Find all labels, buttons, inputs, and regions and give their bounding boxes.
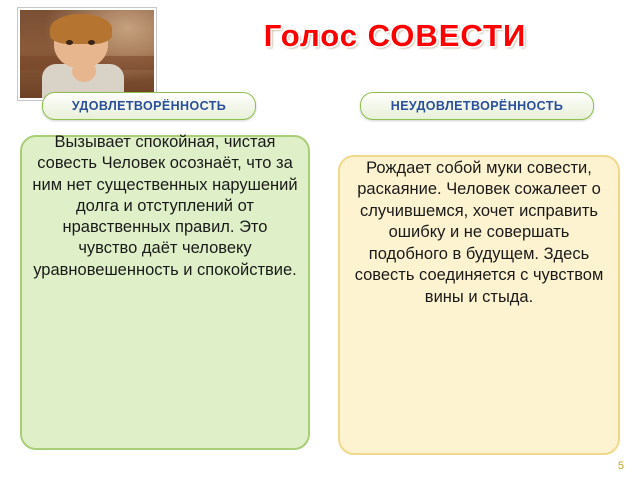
child-eye-left — [66, 40, 73, 45]
column-header-satisfaction — [42, 92, 256, 120]
child-photo — [18, 8, 156, 100]
column-header-dissatisfaction-label: НЕУДОВЛЕТВОРЁННОСТЬ — [390, 99, 564, 113]
content-text-dissatisfaction: Рождает собой муки совести, раскаяние. Человек сожалеет о случившемся, хочет исправить ошибку и не совершать подобного в будущем. Здесь совесть соединяется с чувством вины и стыда. — [354, 159, 604, 306]
column-header-satisfaction-label: УДОВЛЕТВОРЁННОСТЬ — [71, 99, 227, 113]
child-hand — [72, 60, 96, 82]
page-title — [175, 18, 615, 54]
child-eye-right — [88, 40, 95, 45]
column-header-dissatisfaction — [360, 92, 594, 120]
content-text-satisfaction: Вызывает спокойная, чистая совесть Человек осознаёт, что за ним нет существенных нарушений долга и отступлений от нравственных правил. Это чувство даёт человеку уравновешенность и спокойствие. — [32, 133, 298, 279]
child-hair — [50, 14, 112, 44]
page-number: 5 — [617, 460, 624, 472]
page-title-text: Голос СОВЕСТИ — [263, 18, 527, 53]
